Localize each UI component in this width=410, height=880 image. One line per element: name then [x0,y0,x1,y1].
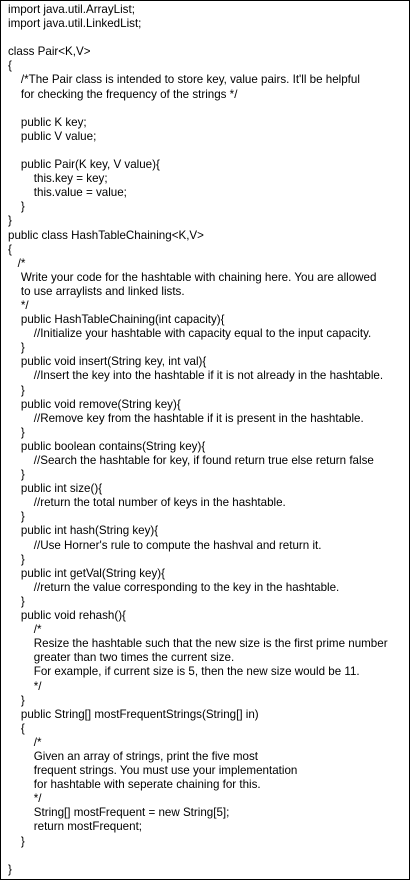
code-line: public void remove(String key){ [8,397,181,411]
code-line: public K key; [8,115,87,129]
code-line: to use arraylists and linked lists. [8,284,185,298]
code-line: */ [8,679,42,693]
code-line: /* [8,256,26,270]
code-line: public V value; [8,129,97,143]
code-line: */ [8,792,42,806]
code-line: public int getVal(String key){ [8,566,166,580]
code-line: //return the total number of keys in the hashtable. [8,496,286,510]
code-line: public int size(){ [8,482,103,496]
code-line: for checking the frequency of the strings */ [8,87,238,101]
code-line: public Pair(K key, V value){ [8,158,160,172]
code-line: Given an array of strings, print the five most [8,749,259,763]
code-line: } [8,594,25,608]
code-line [8,849,407,863]
code-line: { [8,59,12,73]
code-listing [8,3,407,877]
code-line: } [8,425,25,439]
code-line: frequent strings. You must use your implementation [8,764,298,778]
code-line: */ [8,298,29,312]
code-line: Resize the hashtable such that the new size is the first prime number [8,637,388,651]
code-line: public HashTableChaining(int capacity){ [8,313,225,327]
code-line: import java.util.LinkedList; [8,17,142,31]
code-line [8,144,407,158]
code-line: //Insert the key into the hashtable if it is not already in the hashtable. [8,369,384,383]
code-line: } [8,834,25,848]
code-line: //Use Horner's rule to compute the hashval and return it. [8,538,322,552]
code-line: } [8,510,25,524]
code-line: public void rehash(){ [8,609,126,623]
code-line: //Remove key from the hashtable if it is present in the hashtable. [8,411,364,425]
code-line: greater than two times the current size. [8,651,235,665]
code-line [8,31,407,45]
code-line: /* [8,623,42,637]
code-line [8,102,407,116]
code-line: /* [8,735,42,749]
code-line: For example, if current size is 5, then the new size would be 11. [8,665,360,679]
code-line: public String[] mostFrequentStrings(String[] in) [8,707,259,721]
code-line: //return the value corresponding to the key in the hashtable. [8,580,340,594]
code-line: } [8,862,12,876]
code-line: /*The Pair class is intended to store key, value pairs. It'll be helpful [8,73,360,87]
code-line: public void insert(String key, int val){ [8,355,207,369]
code-line: for hashtable with seperate chaining for this. [8,778,261,792]
code-line: class Pair<K,V> [8,45,91,59]
code-line: } [8,214,12,228]
code-line: { [8,242,12,256]
code-line: } [8,468,25,482]
code-line: this.value = value; [8,186,127,200]
code-line: Write your code for the hashtable with chaining here. You are allowed [8,270,377,284]
code-line: } [8,693,25,707]
code-line: public class HashTableChaining<K,V> [8,228,204,242]
code-line: } [8,383,25,397]
code-line: } [8,552,25,566]
code-line: } [8,200,25,214]
code-line: //Search the hashtable for key, if found return true else return false [8,454,374,467]
code-line: this.key = key; [8,172,108,186]
code-line: public boolean contains(String key){ [8,439,206,453]
code-line: public int hash(String key){ [8,524,159,538]
code-line: //Initialize your hashtable with capacity equal to the input capacity. [8,327,372,341]
code-line: return mostFrequent; [8,820,143,834]
code-line: import java.util.ArrayList; [8,3,135,16]
code-line: String[] mostFrequent = new String[5]; [8,806,230,820]
code-line: { [8,721,25,735]
code-line: } [8,341,25,355]
